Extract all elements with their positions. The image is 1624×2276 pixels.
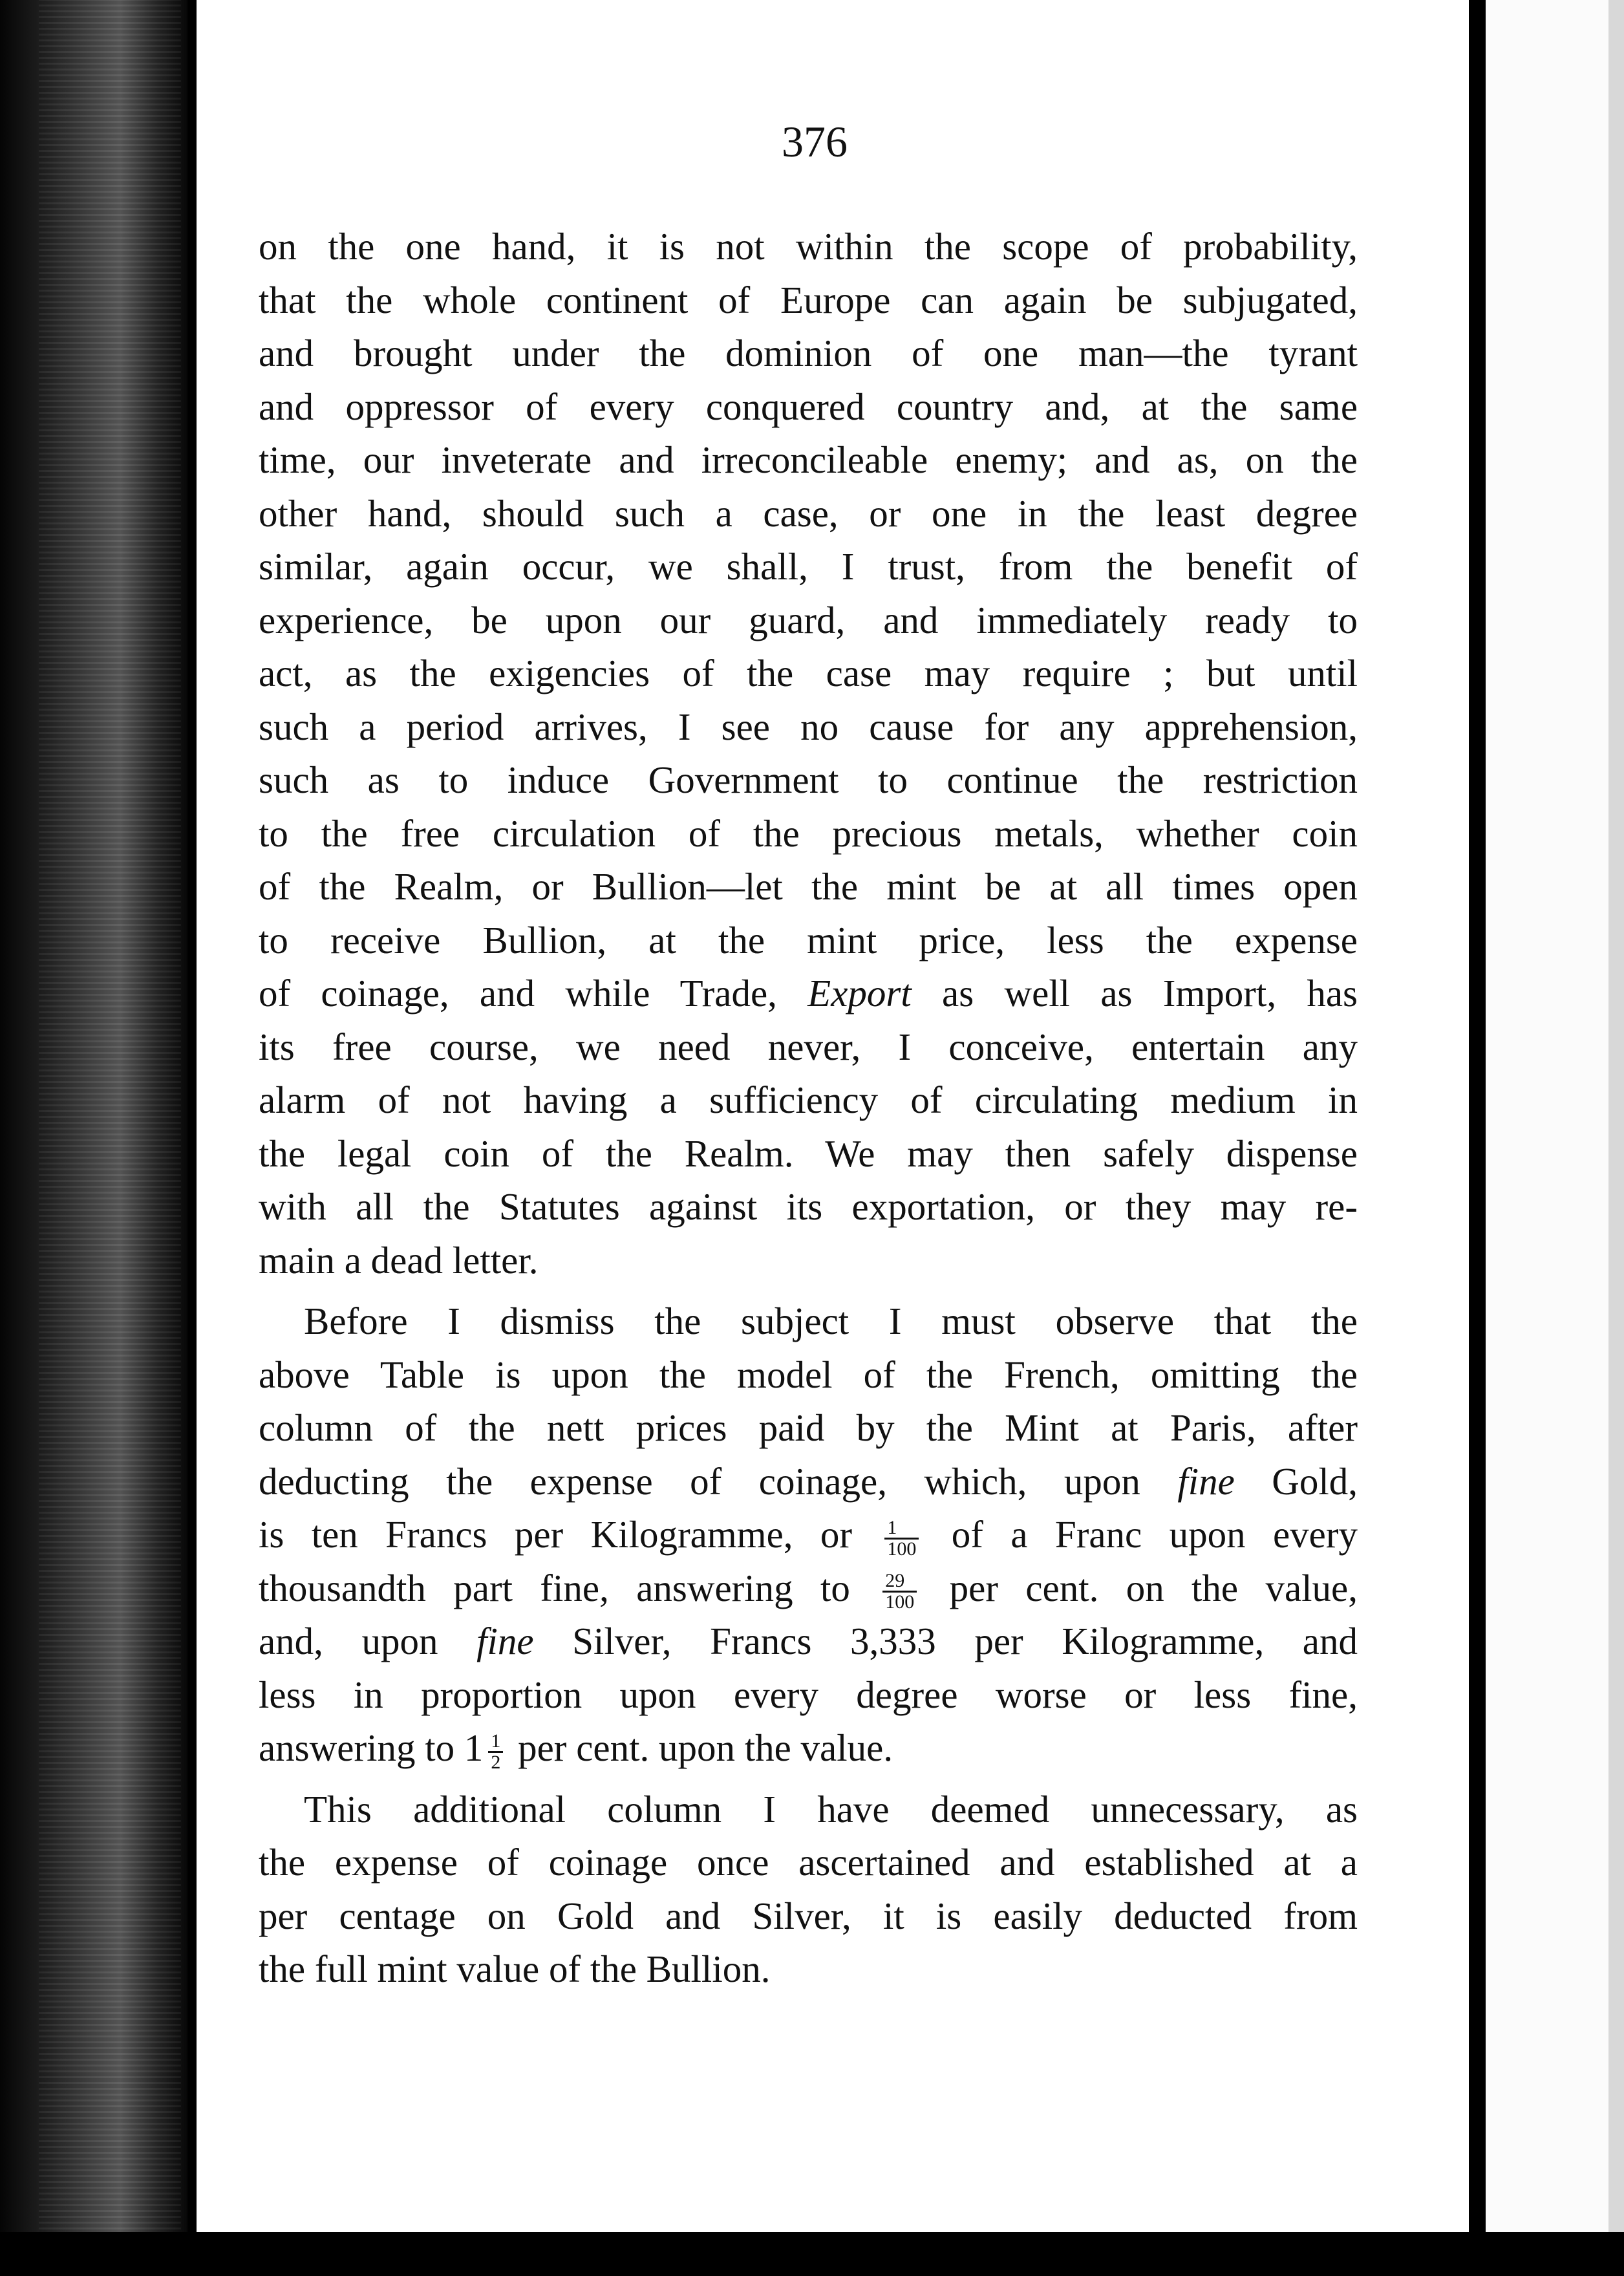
- text-line: that the whole continent of Europe can again be subjugated,: [259, 278, 1358, 321]
- page-body: [259, 220, 1358, 1996]
- text-segment: as well as Import, has: [911, 972, 1358, 1015]
- fraction: [884, 1518, 919, 1559]
- text-line: on the one hand, it is not within the scope of probability,: [259, 225, 1358, 268]
- gutter-edge: [187, 0, 197, 2276]
- italic-word: Export: [807, 972, 912, 1015]
- text-segment: thousandth part fine, answering to: [259, 1566, 878, 1609]
- text-line: such a period arrives, I see no cause for any apprehension,: [259, 705, 1358, 748]
- text-segment: and, upon: [259, 1620, 477, 1662]
- paragraph-1: [259, 220, 1358, 1287]
- text-line: [259, 1455, 1358, 1508]
- fraction-numerator: 29: [882, 1571, 917, 1593]
- page-edge-rule: [1469, 0, 1486, 2232]
- text-line: act, as the exigencies of the case may require ; but until: [259, 652, 1358, 694]
- text-line: the expense of coinage once ascertained and established at a: [259, 1841, 1358, 1884]
- text-line: column of the nett prices paid by the Mint at Paris, after: [259, 1406, 1358, 1449]
- fraction: [488, 1732, 503, 1772]
- text-line: Before I dismiss the subject I must observe that the: [304, 1300, 1358, 1342]
- text-line: to the free circulation of the precious metals, whether coin: [259, 811, 1358, 855]
- text-line: its free course, we need never, I conceive, entertain any: [259, 1025, 1358, 1068]
- adjacent-page-edge: [1608, 0, 1624, 2232]
- text-line: such as to induce Government to continue the restriction: [259, 758, 1358, 801]
- text-line: other hand, should such a case, or one in the least degree: [259, 491, 1358, 535]
- text-line: with all the Statutes against its exportation, or they may re-: [259, 1185, 1358, 1228]
- scan-bottom-border: [0, 2232, 1624, 2276]
- text-segment: is ten Francs per Kilogramme, or: [259, 1513, 880, 1556]
- paragraph-3: [259, 1783, 1358, 1996]
- text-line: and oppressor of every conquered country and, at the same: [259, 385, 1358, 428]
- text-segment: Silver, Francs 3,333 per Kilogramme, and: [533, 1620, 1358, 1662]
- text-line: main a dead letter.: [259, 1238, 539, 1282]
- text-line: experience, be upon our guard, and immediately ready to: [259, 598, 1358, 641]
- text-segment: of a Franc upon every: [924, 1513, 1358, 1556]
- text-line: This additional column I have deemed unnecessary, as: [304, 1787, 1358, 1830]
- italic-word: fine: [1177, 1459, 1235, 1503]
- text-line: of the Realm, or Bullion—let the mint be at all times open: [259, 865, 1358, 908]
- text-line: per centage on Gold and Silver, it is easily deducted from: [259, 1894, 1358, 1937]
- paragraph-2: [259, 1294, 1358, 1775]
- text-line: [259, 967, 1358, 1020]
- text-line: the legal coin of the Realm. We may then safely dispense: [259, 1132, 1358, 1175]
- fraction-denominator: 100: [887, 1538, 917, 1560]
- text-segment: per cent. on the value,: [922, 1566, 1358, 1609]
- text-segment: answering to 1: [259, 1726, 484, 1769]
- fraction-numerator: 1: [884, 1518, 919, 1540]
- text-line: the full mint value of the Bullion.: [259, 1948, 771, 1990]
- fraction-numerator: 1: [488, 1732, 503, 1753]
- text-line: [259, 1508, 1358, 1562]
- adjacent-page-sliver: [1486, 0, 1624, 2232]
- text-line: alarm of not having a sufficiency of circulating medium in: [259, 1079, 1358, 1121]
- text-line: and brought under the dominion of one man—the tyrant: [259, 332, 1358, 374]
- italic-word: fine: [476, 1620, 534, 1662]
- text-line: less in proportion upon every degree worse or less fine,: [259, 1673, 1358, 1716]
- text-segment: deducting the expense of coinage, which, upon: [259, 1459, 1178, 1503]
- text-line: [259, 1721, 1358, 1775]
- text-line: [259, 1615, 1358, 1668]
- text-segment: of coinage, and while Trade,: [259, 972, 808, 1015]
- text-line: time, our inveterate and irreconcileable enemy; and as, on the: [259, 438, 1358, 481]
- fraction-denominator: 2: [491, 1751, 501, 1773]
- text-line: [259, 1562, 1358, 1615]
- fraction-denominator: 100: [885, 1591, 915, 1613]
- text-line: above Table is upon the model of the French, omitting the: [259, 1353, 1358, 1396]
- page-number: 376: [782, 117, 848, 166]
- text-line: similar, again occur, we shall, I trust, from the benefit of: [259, 545, 1358, 588]
- fraction: [882, 1571, 917, 1612]
- text-line: to receive Bullion, at the mint price, less the expense: [259, 918, 1358, 961]
- text-segment: Gold,: [1234, 1459, 1358, 1503]
- text-segment: per cent. upon the value.: [508, 1726, 893, 1769]
- gutter-texture: [39, 0, 181, 2276]
